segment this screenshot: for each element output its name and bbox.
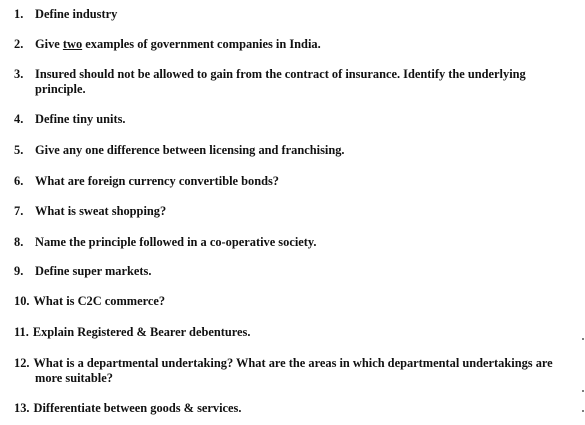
question-text: What is sweat shopping? [35, 204, 167, 218]
question-text-line1: What is a departmental undertaking? What are the areas in which departmental undertakings are [33, 356, 553, 370]
question-number: 10. [14, 294, 30, 308]
question-6 [14, 174, 585, 189]
question-number: 2. [14, 37, 24, 51]
underlined-word: two [62, 37, 83, 51]
question-3 [14, 67, 585, 97]
question-10 [14, 294, 585, 309]
question-text-end: examples of government companies in India. [82, 37, 321, 51]
question-number: 9. [14, 264, 24, 278]
question-text: Define industry [35, 7, 118, 21]
question-number: 1. [14, 7, 24, 21]
question-text: What is C2C commerce? [33, 294, 166, 308]
question-12 [14, 356, 585, 386]
question-text: Name the principle followed in a co-operative society. [35, 235, 317, 249]
question-number: 5. [14, 143, 24, 157]
question-number: 3. [14, 67, 24, 81]
question-number: 11. [14, 325, 29, 339]
question-number: 12. [14, 356, 30, 370]
question-number: 6. [14, 174, 24, 188]
question-1 [14, 7, 585, 22]
question-text: Explain Registered & Bearer debentures. [32, 325, 251, 339]
question-8 [14, 235, 585, 250]
question-text-line2: principle. [35, 82, 86, 96]
question-text-line2: more suitable? [35, 371, 113, 385]
question-text: Differentiate between goods & services. [33, 401, 242, 415]
question-number: 4. [14, 112, 24, 126]
question-number: 8. [14, 235, 24, 249]
question-number: 7. [14, 204, 24, 218]
question-5 [14, 143, 585, 158]
question-2 [14, 37, 585, 52]
question-text: Define tiny units. [35, 112, 126, 126]
question-text: What are foreign currency convertible bonds? [35, 174, 280, 188]
question-13 [14, 401, 585, 416]
question-text-start: Give [35, 37, 63, 51]
edge-mark [582, 410, 584, 412]
edge-mark [582, 390, 584, 392]
question-7 [14, 204, 585, 219]
question-number: 13. [14, 401, 30, 415]
question-text: Define super markets. [35, 264, 152, 278]
question-11 [14, 325, 585, 340]
question-4 [14, 112, 585, 127]
question-9 [14, 264, 585, 279]
edge-mark [582, 338, 584, 340]
question-text-line1: Insured should not be allowed to gain from the contract of insurance. Identify the underlying [35, 67, 526, 81]
question-text: Give any one difference between licensing and franchising. [35, 143, 345, 157]
